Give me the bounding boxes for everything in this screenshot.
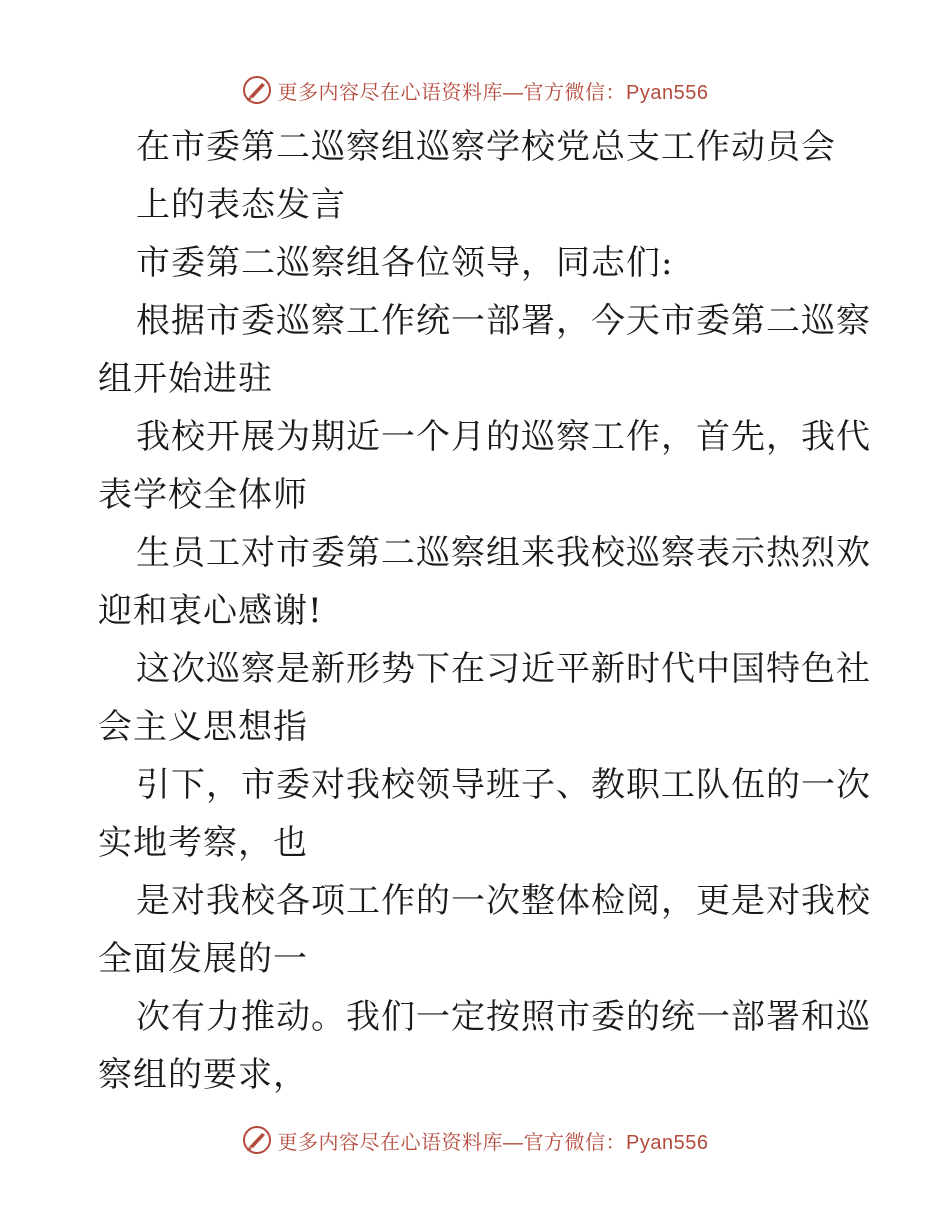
document-line: 实地考察，也: [98, 823, 308, 863]
footer-banner-inner: [242, 1125, 709, 1155]
document-line: 上的表态发言: [136, 185, 346, 225]
quill-pen-logo-icon: [242, 1125, 272, 1155]
document-line: 引下，市委对我校领导班子、教职工队伍的一次: [136, 765, 871, 805]
document-line: 在市委第二巡察组巡察学校党总支工作动员会: [136, 127, 836, 167]
document-line: 是对我校各项工作的一次整体检阅，更是对我校: [136, 881, 871, 921]
quill-pen-logo-icon: [242, 75, 272, 105]
document-line: 组开始进驻: [98, 359, 273, 399]
header-banner-text: 更多内容尽在心语资料库—官方微信：Pyan556: [277, 81, 709, 104]
document-line: 我校开展为期近一个月的巡察工作，首先，我代: [136, 417, 871, 457]
document-line: 察组的要求，: [98, 1055, 308, 1095]
document-line: 根据市委巡察工作统一部署，今天市委第二巡察: [136, 301, 871, 341]
document-line: 迎和衷心感谢!: [98, 591, 323, 631]
document-line: 市委第二巡察组各位领导，同志们:: [136, 243, 674, 283]
header-banner-inner: [242, 75, 709, 105]
footer-banner-text: 更多内容尽在心语资料库—官方微信：Pyan556: [277, 1131, 709, 1154]
document-line: 表学校全体师: [98, 475, 308, 515]
document-line: 生员工对市委第二巡察组来我校巡察表示热烈欢: [136, 533, 871, 573]
document-line: 全面发展的一: [98, 939, 308, 979]
footer-banner: [0, 1120, 950, 1160]
document-line: 这次巡察是新形势下在习近平新时代中国特色社: [136, 649, 871, 689]
document-line: 次有力推动。我们一定按照市委的统一部署和巡: [136, 997, 871, 1037]
header-banner: [0, 70, 950, 110]
document-body: [98, 118, 871, 1104]
document-line: 会主义思想指: [98, 707, 308, 747]
